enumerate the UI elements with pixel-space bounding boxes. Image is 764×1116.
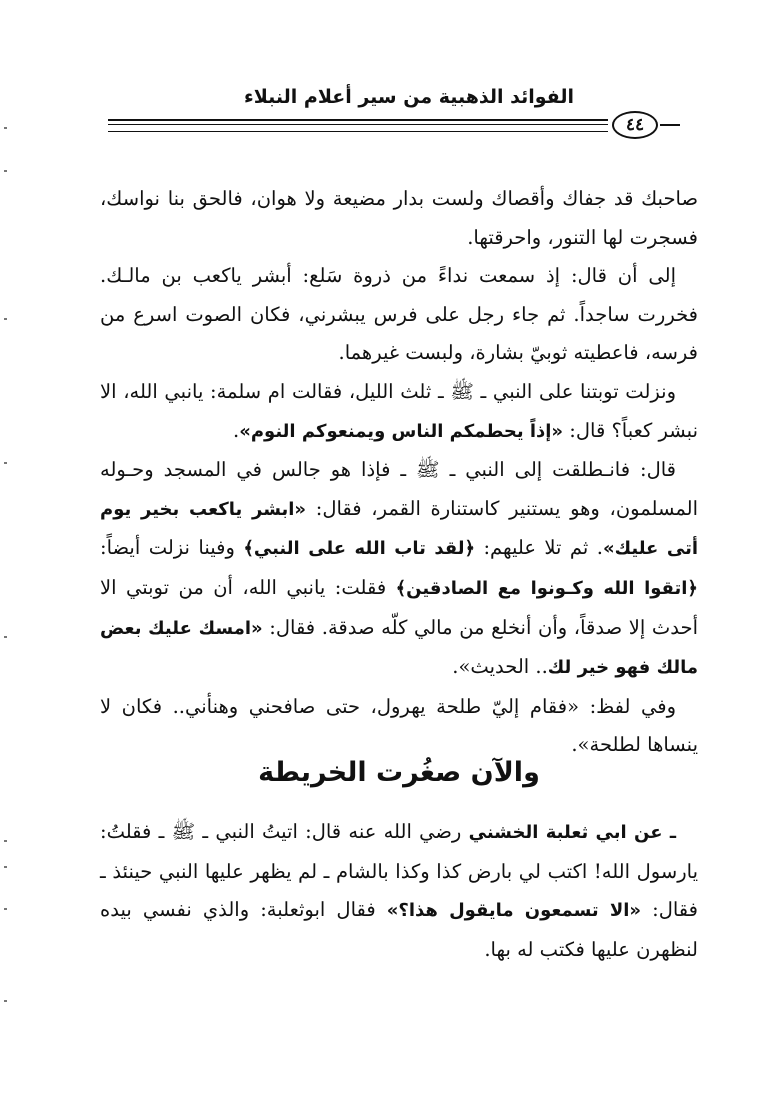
header-rule bbox=[660, 124, 680, 126]
body-text bbox=[100, 180, 698, 765]
text-run: وفينا نزلت أيضاً: bbox=[100, 536, 244, 560]
text-run: فقلت: يانبي الله، أن من توبتي الا أحدث إلا صدقاً، وأن أنخلع من مالي كلّه صدقة. فقال: bbox=[100, 575, 698, 639]
margin-tick bbox=[4, 318, 7, 320]
emphasized-text: «ابشر ياكعب بخير يوم أتى عليك» bbox=[100, 498, 698, 560]
emphasized-text: «امسك عليك بعض مالك فهو خير لك bbox=[100, 617, 698, 679]
paragraph-p4 bbox=[100, 451, 698, 688]
header-rule bbox=[108, 124, 608, 125]
text-run: فقال ابوثعلبة: والذي نفسي بيده لنظهرن عليها فكتب له بها. bbox=[100, 898, 698, 961]
paragraph-p1 bbox=[100, 180, 698, 257]
text-run: ونزلت توبتنا على النبي ـ ﷺ ـ ثلث الليل، فقالت ام سلمة: يانبي الله، الا نبشر كعباً؟ قال: bbox=[100, 379, 698, 442]
emphasized-text: «الا تسمعون مايقول هذا؟» bbox=[386, 900, 642, 922]
header-rule bbox=[108, 119, 608, 121]
body-text bbox=[100, 813, 698, 969]
paragraph-p2 bbox=[100, 257, 698, 373]
text-run: صاحبك قد جفاك وأقصاك ولست بدار مضيعة ولا هوان، فالحق بنا نواسك، فسجرت لها التنور، واحرقتها. bbox=[100, 187, 698, 249]
text-run: قال: فانـطلقت إلى النبي ـ ﷺ ـ فإذا هو جالس في المسجد وحـوله المسلمون، وهو يستنير كاستنارة القمر، فقال: bbox=[100, 458, 698, 520]
running-title: الفوائد الذهبية من سير أعلام النبلاء bbox=[243, 86, 575, 108]
page-number: ٤٤ bbox=[612, 111, 658, 139]
paragraph-p3 bbox=[100, 373, 698, 451]
header-rule bbox=[108, 131, 608, 132]
margin-tick bbox=[4, 462, 7, 464]
emphasized-text: ـ عن ابي ثعلبة الخشني bbox=[468, 822, 676, 843]
text-run: رضي الله عنه قال: اتيتُ النبي ـ ﷺ ـ فقلتُ: يارسول الله! اكتب لي بارض كذا وكذا بالشام ـ لم يظهر عليها النبي حينئذ ـ فقال: bbox=[100, 820, 698, 922]
margin-tick bbox=[4, 908, 7, 910]
margin-tick bbox=[4, 636, 7, 638]
emphasized-text: «إذاً يحطمكم الناس ويمنعوكم النوم» bbox=[239, 420, 564, 442]
margin-tick bbox=[4, 866, 7, 868]
margin-tick bbox=[4, 127, 7, 129]
text-run: . bbox=[233, 418, 240, 442]
emphasized-text: ﴿لقد تاب الله على النبي﴾ bbox=[243, 538, 476, 560]
text-run: .. الحديث». bbox=[452, 655, 548, 679]
section-heading: والآن صغُرت الخريطة bbox=[258, 757, 540, 788]
margin-tick bbox=[4, 840, 7, 842]
text-run: إلى أن قال: إذ سمعت نداءً من ذروة سَلع: أبشر ياكعب بن مالـك. فخررت ساجداً. ثم جاء رجل على فرس يبشرني، فكان الصوت اسرع من فرسه، فاعطيته ثوبيّ بشارة، ولبست غيرهما. bbox=[100, 264, 698, 365]
text-run: وفي لفظ: «فقام إليّ طلحة يهرول، حتى صافحني وهنأني.. فكان لا ينساها لطلحة». bbox=[100, 694, 698, 757]
text-run: . ثم تلا عليهم: bbox=[475, 536, 603, 560]
paragraph-p6 bbox=[100, 813, 698, 969]
margin-tick bbox=[4, 170, 7, 172]
emphasized-text: ﴿اتقوا الله وكـونوا مع الصادقين﴾ bbox=[395, 577, 698, 599]
margin-tick bbox=[4, 1000, 7, 1002]
paragraph-p5 bbox=[100, 688, 698, 765]
